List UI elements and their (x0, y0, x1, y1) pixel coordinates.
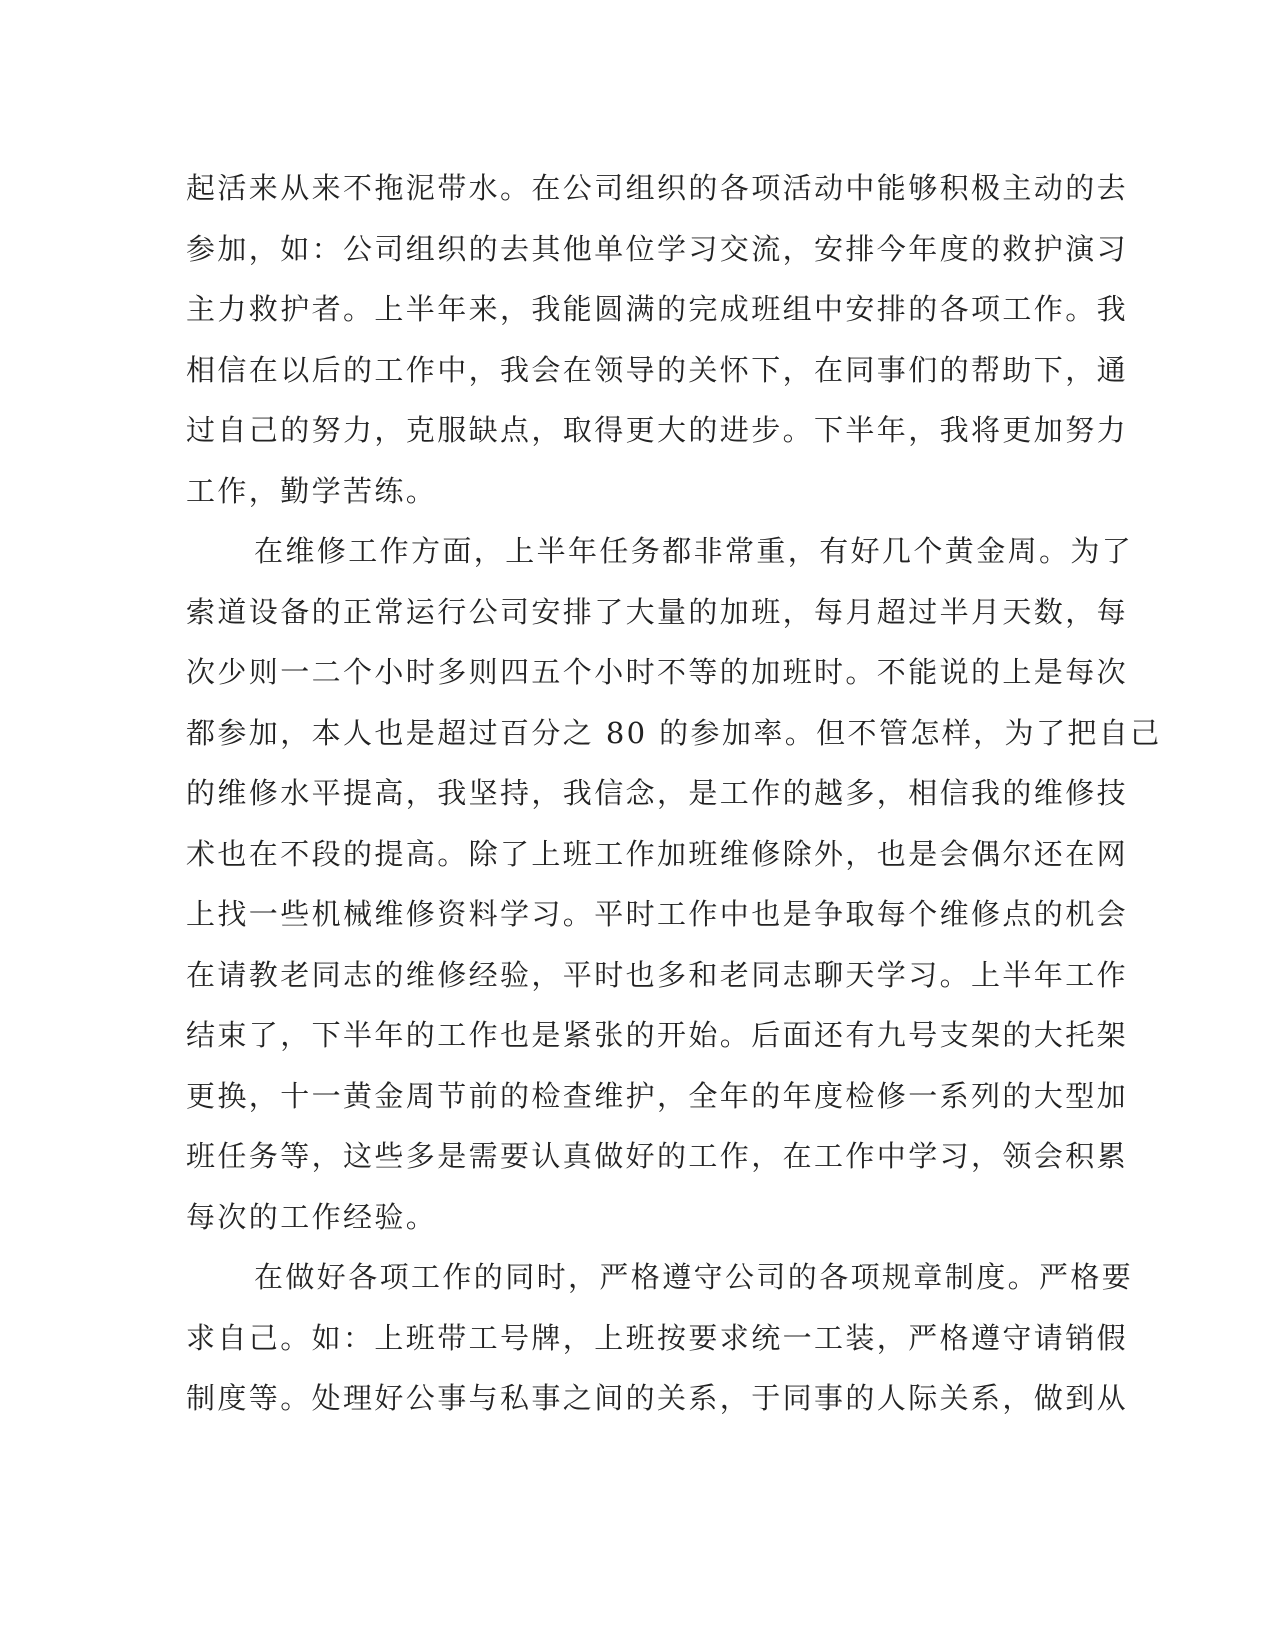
text-line: 过自己的努力，克服缺点，取得更大的进步。下半年，我将更加努力 (186, 413, 1129, 447)
text-line: 术也在不段的提高。除了上班工作加班维修除外，也是会偶尔还在网 (186, 836, 1129, 871)
text-line: 主力救护者。上半年来，我能圆满的完成班组中安排的各项工作。我 (186, 292, 1129, 326)
text-line: 的维修水平提高，我坚持，我信念，是工作的越多，相信我的维修技 (186, 776, 1129, 810)
text-line: 在做好各项工作的同时，严格遵守公司的各项规章制度。严格要 (254, 1260, 1134, 1294)
paragraph-3 (186, 1247, 1134, 1429)
text-line: 参加，如：公司组织的去其他单位学习交流，安排今年度的救护演习 (186, 231, 1129, 266)
text-line: 每次的工作经验。 (186, 1199, 438, 1234)
text-line: 制度等。处理好公事与私事之间的关系，于同事的人际关系，做到从 (186, 1381, 1129, 1415)
text-line: 更换，十一黄金周节前的检查维护，全年的年度检修一系列的大型加 (186, 1078, 1129, 1113)
paragraph-1 (186, 158, 1129, 521)
text-line: 在维修工作方面，上半年任务都非常重，有好几个黄金周。为了 (254, 534, 1134, 568)
paragraph-2 (186, 521, 1162, 1247)
text-line: 上找一些机械维修资料学习。平时工作中也是争取每个维修点的机会 (186, 897, 1129, 931)
text-line: 相信在以后的工作中，我会在领导的关怀下，在同事们的帮助下，通 (186, 352, 1129, 387)
text-line: 次少则一二个小时多则四五个小时不等的加班时。不能说的上是每次 (186, 655, 1129, 689)
text-line: 都参加，本人也是超过百分之 80 的参加率。但不管怎样，为了把自己 (186, 715, 1162, 750)
text-line: 在请教老同志的维修经验，平时也多和老同志聊天学习。上半年工作 (186, 957, 1129, 992)
text-line: 结束了，下半年的工作也是紧张的开始。后面还有九号支架的大托架 (186, 1018, 1129, 1052)
text-line: 求自己。如：上班带工号牌，上班按要求统一工装，严格遵守请销假 (186, 1320, 1129, 1355)
document-body (186, 158, 1162, 1429)
text-line: 工作，勤学苦练。 (186, 473, 438, 508)
text-line: 班任务等，这些多是需要认真做好的工作，在工作中学习，领会积累 (186, 1139, 1129, 1173)
text-line: 索道设备的正常运行公司安排了大量的加班，每月超过半月天数，每 (186, 594, 1129, 629)
text-line: 起活来从来不拖泥带水。在公司组织的各项活动中能够积极主动的去 (186, 171, 1129, 205)
